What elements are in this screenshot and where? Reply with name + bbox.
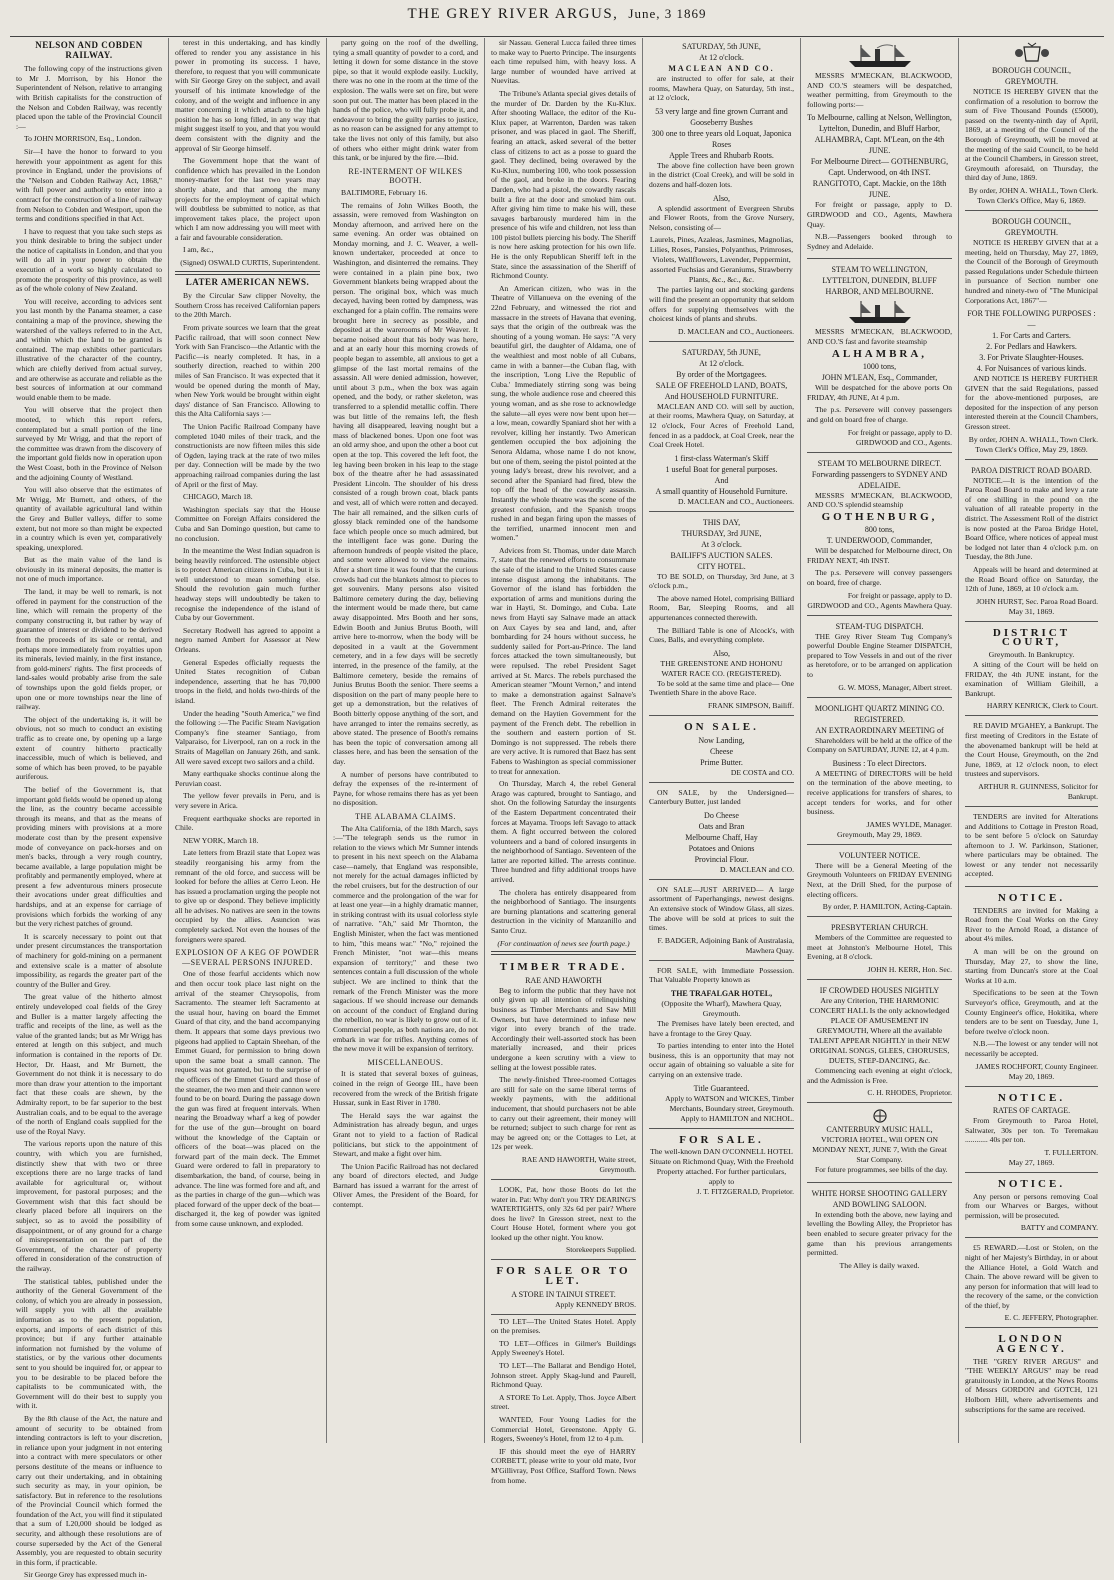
ad-text: N.B.—The lowest or any tender will not necessarily be accepted.	[965, 1039, 1098, 1058]
ad-alhambra	[807, 261, 952, 452]
ad-item: 1 useful Boat for general purposes.	[665, 464, 778, 474]
article-body	[491, 38, 636, 936]
ad-maclean-plants	[649, 38, 794, 342]
ad-text: A sitting of the Court will be held on FRIDAY, the 4th JUNE instant, for the examination of William Gleihill, a Bankrupt.	[965, 659, 1098, 698]
paragraph: The Alta California, of the 18th March, says :—"The telegraph sends us the rumor in relation to the views which Mr Sumner intends to present in his next speech on the Alabama case—namely, that England was responsible, not merely for the actual damages inflicted by the rebel cruisers, but for the destruction of our commerce and the prolongation of the war for at least one year—in a highly dramatic manner, in striking contrast with its usual colorless style of narrative. "Ah," said Mr Thornton, the English Minister, when the fact was mentioned to him, "this means war." "No," rejoined the French Minister, "not war—this means expansion of territory;" and these two sentences contain a full discussion of the whole subject. We are inclined to think that the remark of the French Minister was the more sagacious. If we should increase our demands on account of the conduct of England during the rebellion, no war is likely to grow out of it. Commercial people, as both nations are, do not embark in war for trifles. Anything comes of the new move it will be expansion of territory.	[333, 823, 478, 1054]
ad-title: ON SALE.	[684, 721, 759, 734]
paragraph: But as the main value of the land is obviously in its mineral deposits, the matter is not one of much importance.	[16, 555, 162, 584]
article-body	[175, 38, 320, 255]
newspaper-title: THE GREY RIVER ARGUS,	[407, 6, 619, 22]
ad-district-court	[965, 624, 1098, 717]
ad-text: are instructed to offer for sale, at their rooms, Mawhera Quay, on Saturday, 5th inst., at 12 o'clock,	[649, 74, 794, 103]
ad-text: Members of the Committee are requested to meet at Johnston's Melbourne Hotel, This Evening, at 8 o'clock.	[807, 933, 952, 962]
ad-signature: ARTHUR R. GUINNESS, Solicitor for Bankrupt.	[978, 781, 1098, 801]
ad-item: Oats and Bran	[698, 821, 745, 831]
ad-item: 1. For Carts and Carters.	[992, 331, 1071, 341]
column-6	[800, 38, 958, 1443]
paragraph: The yellow fever prevails in Peru, and is very severe in Arica.	[175, 791, 320, 810]
ad-signature: HARRY KENRICK, Clerk to Court.	[986, 701, 1098, 711]
ad-text: AND NOTICE IS HEREBY FURTHER GIVEN that the said Regulations, passed for the above-mentioned purposes, are deposited for the inspection of any person interested therein at the Council Chambers, Gresson street.	[965, 374, 1098, 432]
article-heading: NELSON AND COBDEN RAILWAY.	[35, 40, 143, 60]
steamship-icon	[845, 43, 915, 69]
article-subheading: MISCELLANEOUS.	[367, 1057, 444, 1067]
ad-subtitle: FOR THE FOLLOWING PURPOSES :—	[967, 309, 1096, 330]
paragraph: party going on the roof of the dwelling, tying a small quantity of powder to a cord, and letting it down for some distance in the stove pipe, so that it would explode easily. Luckily, there was no one in the room at the time of the explosion. The walls were set on fire, but were soon put out. The matter has been placed in the hands of the police, who will fully probe it, and endeavour to bring the guilty parties to justice, as no reason can be assigned for any attempt to take the lives not only of this family, but also of others who either might drink water from this tank, or be injured by the fire.—Ibid.	[333, 38, 478, 163]
ad-signature: JOHN HURST, Sec. Paroa Road Board.	[976, 596, 1098, 606]
ad-bankrupt	[965, 718, 1098, 807]
issue-date: June, 3 1869	[628, 6, 707, 21]
ad-signature: FRANK SIMPSON, Bailiff.	[708, 701, 794, 711]
paragraph: In the meantime the West Indian squadron is being heavily reinforced. The ostensible object is to protect American citizens in Cuba, but it is well understood to mean something else. Should the revolution gain much further headway steps will undoubtedly be taken to recognise the independence of the island of Cuba by our Government.	[175, 546, 320, 623]
ad-text: The newly-finished Three-roomed Cottages are still for sale on the same liberal terms of weekly payments, with the additional inducement, that should purchasers not be able to carry out their agreement, their money will be returned; subject to such charge for rent as may be agreed on; or the Cottages to Let, at 12s per week.	[491, 1075, 636, 1152]
ad-cartage	[965, 1089, 1098, 1173]
paragraph: Secretary Rodwell has agreed to appoint a negro named Ambert for Assessor at New Orleans.	[175, 625, 320, 655]
ad-item-list	[649, 735, 794, 768]
paragraph: Late letters from Brazil state that Lopez was steadily reorganising his army from the remnant of the old force, and success will be looked for before the allies at Cerro Leon. He has issued a proclamation urging the people not to give up or despond. They believe implicitly all he advises. No natives are seen in the towns occupied by the allies. Asuncion was completely sacked. Not even the houses of the foreigners were spared.	[175, 848, 320, 944]
ad-text: To be sold at the same time and place— One Twentieth Share in the above Race.	[649, 678, 794, 698]
ad-date: May 20, 1869.	[1008, 1071, 1055, 1081]
ad-text: Are any Criterion, THE HARMONIC CONCERT HALL Is the only acknowledged PLACE OF AMUSEMENT IN GREYMOUTH, Where all the available TALENT APPEAR NIGHTLY in their NEW ORIGINAL SONGS, GLEES, CHORUSES, DUETS, STEP-DANCING, &c.	[809, 995, 950, 1065]
ad-text: The p.s. Persevere will convey passengers on board, free of charge.	[807, 568, 952, 588]
paragraph: One of those fearful accidents which now and then occur took place last night on the arrival of the steamer Chrysopolis, from Sacramento. The steamer left Sacramento at the usual hour, having on board the Emmet Guard of that city, and the band accompanying them. It appears that some days previous two pigeons had applied to Captain Sheehan, of the Emmet Guard, for permission to bring down upon the same boat a small cannon. The request was not granted, but to the surprise of the officers of the Emmet Guard and those of the steamer, the two men and their cannon were found to be on board. During the passage down the gun was fired at frequent intervals. When nearing the Broadway wharf a keg of powder for the use of the gun—brought on board without the knowledge of the Captain or officers of the boat—was placed on the forward part of the main deck. The Emmet Guard were ordered to fall in preparatory to disembarkation, the band, of course, being in advance. The line was formed fore and aft, and as the parties in charge of the gun—which was placed forward of the upper deck of the boat—discharged it, the keg of powder was ignited from some cause unknown, and exploded.	[175, 969, 320, 1228]
ad-title: IF CROWDED HOUSES NIGHTLY	[819, 985, 940, 995]
ad-date: SATURDAY, 5th JUNE,	[682, 347, 761, 357]
ad-paroa-road-board	[965, 462, 1098, 622]
ad-item: 300 one to three years old Loquat, Japonica Roses	[651, 128, 792, 149]
paragraph: NEW YORK, March 18.	[183, 835, 259, 845]
article-subheading: THE ALABAMA CLAIMS.	[355, 811, 456, 821]
ad-date: Greymouth, May 29, 1869.	[837, 829, 922, 839]
ad-item: Apple Trees and Rhubarb Roots.	[669, 150, 774, 160]
paragraph: The land, it may be well to remark, is not offered in payment for the construction of the line, which will remain the property of the company constructing it, but rather by way of guarantee of interest or dividend to be derived from the proceeds of its sale or rental, and perhaps more immediately from royalties upon its minerals, levied mainly, in the first instance, from gold-miners' rights. The first proceeds of land-sales would probably arise from the sale of townships upon the gold fields proper, or upon one or more townships near the line of railway.	[16, 587, 162, 712]
paragraph: By the 8th clause of the Act, the nature and amount of security to be obtained from intending contractors is left to your discretion, in reliance upon your judgment in not entering into a contract with mere speculators or other persons destitute of the means or influence to carry out their undertaking, and in obtaining such security as may, in your opinion, be satisfactory. But in reference to the resolutions of the Provincial Council which formed the foundation of the Act, you will find it stipulated that a sum of L20,000 should be lodged as security, and although these resolutions are of course superseded by the Act of the General Assembly, you are requested to obtain security in this form, if practicable.	[16, 1413, 162, 1567]
column-5	[642, 38, 800, 1443]
ad-text: Appeals will be heard and determined at the Road Board office on Saturday, the 12th of June, 1869, at 10 o'clock a.m.	[965, 565, 1098, 594]
ad-item: Do Cheese	[704, 810, 739, 820]
small-ad: IF this should meet the eye of HARRY CORBETT, please write to your old mate, Ivor M'Gillivray, Post Office, Stafford Town. News from home.	[491, 1446, 636, 1485]
ad-text: MESSRS M'MECKAN, BLACKWOOD, AND CO.'S fast and favorite steamship	[807, 327, 952, 346]
royal-crest-icon	[1012, 41, 1052, 65]
ad-text: NOTICE IS HEREBY GIVEN that at a meeting, held on Thursday, May 27, 1869, the Council of the Borough of Greymouth passed Regulations under Schedule thirteen in pursuance of Section number one hundred and ninety-two of "The Municipal Corporations Act, 1867"—	[965, 237, 1098, 305]
ad-signature: For freight or passage, apply to D. GIRDWOOD and CO., Agents Mawhera Quay.	[807, 590, 952, 610]
paragraph: The Tribune's Atlanta special gives details of the murder of Dr. Darden by the Ku-Klux. After shooting Wallace, the editor of the Ku-Klux paper, at Warrenton, Darden was taken prisoner, and was placed in gaol. The Sheriff, fearing an attack, asked several of the better class of citizens to act as a posse to guard the gaol. They declined, being overawed by the Ku-Klux, numbering 100, who took possession of the gaol, and broke in the doors. Fearing Darden, who had a pistol, the cowardly rascals built a fire at the door and smoked him out. After giving him time to make his will, these savages barbarously murdered him in the presence of his wife and children, not less than 100 pistol bullets piercing his body. The Sheriff is now here asking protection for his own life. He is the only Republican Sheriff left in the State, since the assassination of the Sheriff of Richmond County.	[491, 88, 636, 281]
ad-text: There will be a General Meeting of the Greymouth Volunteers on FRIDAY EVENING Next, at the Drill Shed, for the purpose of electing officers.	[807, 860, 952, 899]
ad-text: In extending both the above, new laying and levelling the Bowling Alley, the Proprietor has been enabled to secure greater privacy for the game than his previous arrangements permitted.	[807, 1209, 952, 1258]
ad-signature: For freight or passage, apply to D. GIRDWOOD and CO., Agents.	[847, 427, 952, 447]
ad-date: SATURDAY, 5th JUNE,	[682, 42, 761, 51]
ad-text: THE Grey River Steam Tug Company's powerful Double Engine Steamer DISPATCH, prepared to Tow Vessels in and out of the river as heretofore, or to be arranged on application to	[807, 631, 952, 680]
ad-text: The p.s. Persevere will convey passengers and gold on board free of charge.	[807, 405, 952, 424]
ad-firm: RAE AND HAWORTH	[525, 975, 602, 985]
ship-name: ALHAMBRA,	[831, 347, 928, 360]
ad-text: A STORE IN TAINUI STREET.	[511, 1289, 616, 1299]
ship-tonnage: 800 tons,	[864, 525, 895, 535]
ad-text: Specifications to be seen at the Town Surveyor's office, Greymouth, and at the County Engineer's office, Hokitika, where tenders are to be sent on Tuesday, June 1, before twelve o'clock noon.	[965, 988, 1098, 1036]
ad-signature: By order, P. HAMILTON, Acting-Captain.	[822, 902, 952, 912]
ad-item-list	[965, 330, 1098, 374]
paragraph: The Herald says the war against the Administration has already begun, and urges Grant not to yield to a faction of Radical politicians, but stick to the appointment of Stewart, and make a fight over him.	[333, 1110, 478, 1159]
ad-item-list	[649, 810, 794, 865]
ad-steam-tug	[807, 618, 952, 698]
ad-text: THE GREENSTONE AND HOHONU WATER RACE CO. (REGISTERED).	[660, 658, 783, 678]
ad-subtitle: Forwarding passengers to SYDNEY AND ADELAIDE.	[811, 469, 948, 490]
paragraph: The following copy of the instructions given to Mr J. Morrison, by his Honor the Superintendent of Nelson, relative to arranging with British capitalists for the construction of the Nelson and Cobden Railway, was recently placed upon the table of the Provincial Council :—	[16, 64, 162, 131]
ad-signature: JAMES WYLDE, Manager.	[866, 819, 952, 829]
ship-name: GOTHENBURG,	[821, 510, 938, 523]
ad-signature: Storekeepers Supplied.	[565, 1245, 636, 1255]
ad-text: For future programmes, see bills of the day.	[815, 1165, 948, 1175]
ad-presbyterian	[807, 919, 952, 980]
ad-text: The above fine collection have been grown in the district (Coal Creek), and will be sold in dozens and half-dozen lots.	[649, 160, 794, 189]
paragraph: Sir George Grey has expressed much in-	[24, 1570, 148, 1580]
ad-title: DISTRICT COURT,	[992, 626, 1071, 649]
ad-text: ON SALE—JUST ARRIVED— A large assortment of Paperhangings, newest designs. An extensive stock of Window Glass, all sizes. The above will be sold at prices to suit the times.	[649, 884, 794, 933]
ad-item: RANGITOTO, Capt. Mackie, on the 18th JUNE.	[812, 179, 947, 200]
ad-text: MACLEAN AND CO. will sell by auction, at their rooms, Mawhera Quay, on Saturday, at 12 o'clock, Four Acres of Freehold Land, fenced in as a paddock, at Coal Creek, near the Coal Creek Hotel.	[649, 401, 794, 450]
ad-volunteer	[807, 847, 952, 917]
paragraph: The Union Pacific Railroad has not declared any board of directors elected, and Judge Barnard has issued a warrant for the arrest of Oliver Ames, the President of the Board, for contempt.	[333, 1161, 478, 1210]
columns	[10, 38, 1104, 1580]
paragraph: An American citizen, who was in the Theatre of Villanueva on the evening of the 22nd February, and witnessed the riot and massacre in the streets of Havana that evening, says that the origin of the outbreak was the shouting of a young woman. He says: "A very beautiful girl, the daughter of Aldama, one of the wealthiest and most noble of all Cubans, came in with a banner—the Cuban flag, with the inscription, 'Long Live the Republic of Cuba.' Immediately stirring song was being sung, the whole audience rose and cheered this young woman, and as she rose to acknowledge the salute—all eyes were now bent upon her—a low, mean, cowardly Spaniard shot her with a revolver, killing her instantly. Two American gentlemen occupied the box adjoining the Senora Aldama, whose name I do not know, but one of them, seeing the pistol pointed at the young lady's breast, drew his revolver, and a second after the Spaniard had fired, blew the top off the head of the cowardly assassin. Instantly the whole theatre was the scene of the greatest confusion, and the Spanish troops rushed in and began firing upon the masses of the terrified, unarmed innocent men and women."	[491, 283, 636, 543]
ad-signature: J. T. FITZGERALD, Proprietor.	[696, 1187, 794, 1197]
ad-text: Business : To elect Directors.	[832, 758, 927, 768]
ad-text: N.B.—Passengers booked through to Sydney and Adelaide.	[807, 232, 952, 251]
ad-item: Melbourne Chaff, Hay	[685, 832, 758, 842]
continuation-note: (For continuation of news see fourth page.)	[497, 938, 630, 948]
ad-coal-notice	[965, 1175, 1098, 1238]
ad-subtitle: RATES OF CARTAGE.	[992, 1106, 1071, 1116]
ad-title: PAROA DISTRICT ROAD BOARD.	[971, 465, 1092, 475]
ad-text: LOOK, Pat, how those Boots do let the water in. Pat: Why don't you TRY DEARING'S WATERTIGHTS, only 32s 6d per pair? Where does he live? In Gresson street, next to the Court House Hotel, forment where you got looked up the other night. You know.	[491, 1184, 636, 1242]
column-4	[484, 38, 642, 1485]
divider	[175, 271, 320, 275]
paragraph: You will also observe that the estimates of Mr Wrigg, Mr Burnett, and others, of the quantity of available agricultural land within the Grey and Buller valleys, differ to some extent, but not more so than might be expected in a country which is even yet, comparatively speaking, unexplored.	[16, 485, 162, 552]
ad-bailiff-sale	[649, 514, 794, 716]
ad-text: The above named Hotel, comprising Billiard Room, Bar, Sleeping Rooms, and all appurtenances connected therewith.	[649, 593, 794, 623]
ad-signature: D. MACLEAN and CO.	[719, 864, 794, 874]
ad-text: FOR SALE, with Immediate Possession. That Valuable Property known as	[649, 965, 794, 985]
ad-text: From Greymouth to Paroa Hotel, Saltwater, 30s per ton. To Teremakau ............ 40s per ton.	[965, 1116, 1098, 1145]
ad-firm: MACLEAN AND CO.	[668, 64, 775, 73]
ad-item: To Melbourne, calling at Nelson, Wellington, Lyttelton, Dunedin, and Bluff Harbor,	[807, 113, 952, 134]
ad-text: To parties intending to enter into the Hotel business, this is an opportunity that may not occur again of obtaining so valuable a site for carrying on an extensive trade.	[649, 1041, 794, 1079]
ad-white-horse	[807, 1185, 952, 1275]
article-body	[175, 291, 320, 944]
ad-item: 2. For Pedlars and Hawkers.	[986, 342, 1077, 352]
ad-item: 1 first-class Waterman's Skiff	[674, 453, 769, 463]
ad-item-list	[649, 106, 794, 161]
ad-signature: By order, JOHN A. WHALL, Town Clerk.	[968, 185, 1098, 195]
article-body	[333, 1069, 478, 1209]
ad-road-tenders	[965, 889, 1098, 1087]
signature: (Signed) OSWALD CURTIS, Superintendent.	[180, 258, 320, 268]
paragraph: I am, &c.,	[183, 245, 214, 255]
ad-text: THE "GREY RIVER ARGUS" and "THE WEEKLY ARGUS" may be read gratuitously in London, at the News Rooms of Messrs GORDON and GOTCH, 121 Holborn Hill, where advertisements and subscriptions for the same are received.	[965, 1356, 1098, 1414]
paragraph: sir Nassau. General Lucca failed three times to make way to Puerto Principe. The insurgents each time repulsed him, with heavy loss. A large number of wounded have arrived at Nuevitas.	[491, 38, 636, 86]
paragraph: Washington specials say that the House Committee on Foreign Affairs considered the Cuba and San Domingo question, but came to no conclusion.	[175, 504, 320, 543]
ad-text: The parties laying out and stocking gardens will find the present an opportunity that seldom offers for supplying themselves with the choicest kinds of plants and shrubs.	[649, 285, 794, 324]
paragraph: It is scarcely necessary to point out that under present circumstances the transportation of machinery for gold-mining on a permanent and extensive scale is a matter of absolute impossibility, as regards the greater part of the country of the Buller and Grey.	[16, 931, 162, 989]
article-subheading: RE-INTERMENT OF WILKES BOOTH.	[348, 166, 463, 186]
paragraph: By the Circular Saw clipper Novelty, the Southern Cross has received Californian papers to the 20th March.	[175, 291, 320, 320]
ad-text: £5 REWARD.—Lost or Stolen, on the night of her Majesty's Birthday, in or about the Alliance Hotel, a Gold Watch and Chain. The above reward will be given to any person for information that will lead to the recovery of the same, or the conviction of the thief, by	[965, 1243, 1098, 1310]
column-2	[168, 38, 326, 1443]
paragraph: The statistical tables, published under the authority of the General Government of the colony, of which you are already in possession, will supply you with all the available information as to the present population, exports, and imports of each district of this province; but if any further attainable information not furnished by the volume of statistics, or by the various other documents sent to you should be inquired for, or appear to you to be desirable to be placed before the capitalists to be communicated with, the Government will do their best to supply you with it.	[16, 1276, 162, 1411]
ad-signature: Apply KENNEDY BROS.	[555, 1299, 636, 1309]
masthead	[10, 6, 1104, 37]
paragraph: terest in this undertaking, and has kindly offered to render you any assistance in his power in promoting its success. I have, therefore, to request that you will communicate with Sir George Grey on the subject, and avail yourself of his intimate knowledge of the colony, and of the weight and influence in any matter concerning it which attach to the high position he has so long filled, in any way that might suggest itself to you, and that you would deem consistent with the dignity and the approval of Sir George himself.	[175, 38, 320, 153]
ad-signature: DE COSTA and CO.	[730, 767, 794, 777]
royal-crest-icon	[869, 1108, 891, 1124]
small-ad: TO LET—The United States Hotel. Apply on the premises.	[491, 1316, 636, 1336]
ad-title: MOONLIGHT QUARTZ MINING CO. REGISTERED.	[814, 703, 945, 724]
paragraph: It is stated that several boxes of guineas, coined in the reign of George III., have been recovered from the wreck of the British frigate Hussar, sunk in East River in 1780.	[333, 1069, 478, 1108]
ad-item: Cheese	[709, 746, 734, 756]
ad-date: THURSDAY, 3rd JUNE,	[681, 528, 762, 538]
ad-de-costa	[649, 718, 794, 783]
ad-text: MESSRS M'MECKAN, BLACKWOOD, AND CO.'S splendid steamship	[807, 490, 952, 510]
paragraph: The great value of the hitherto almost entirely undeveloped coal fields of the Grey and Buller is a matter largely affecting the traffic and receipts of the line, as well as the value of the granted lands; but as Mr Wrigg has entered at length on this subject, and much information is contained in the reports of Dr. Hector, Dr. Haast, and Mr Burnett, the Government do not think it is necessary to do more than draw your attention to the important fact that these coals are shewn, by the Admiralty report, to be far superior to the best Australian coals, and to be equal to the average of the north of England coals supplied for the use of the Royal Navy.	[16, 992, 162, 1136]
steamship-icon	[845, 299, 915, 325]
ad-title: FOR SALE OR TO LET.	[496, 1265, 631, 1288]
ad-text: The Premises have lately been erected, and have a frontage to the Grey Quay.	[649, 1018, 794, 1038]
small-ad: A STORE To Let. Apply, Thos. Joyce Albert street.	[491, 1392, 636, 1412]
ad-canterbury-butter	[649, 785, 794, 880]
ad-text: MESSRS M'MECKAN, BLACKWOOD, AND CO.'S steamers will be despatched, weather permitting, from Greymouth to the following ports:—	[807, 71, 952, 109]
ad-signature: F. BADGER, Adjoining Bank of Australasia, Mawhera Quay.	[657, 935, 794, 955]
ad-item: 4. For Nuisances of various kinds.	[976, 364, 1087, 374]
small-ad: WANTED, Four Young Ladies for the Commercial Hotel, Greenstone. Apply G. Rogers, Sweeney's Hotel, from 12 to 4 p.m.	[491, 1415, 636, 1444]
ship-tonnage: 1000 tons,	[862, 362, 897, 372]
ad-title: BOROUGH COUNCIL, GREYMOUTH.	[991, 66, 1072, 86]
column-1	[10, 38, 168, 1580]
paragraph: Under the heading "South America," we find the following :—The Pacific Steam Navigation Company's fine steamer Santiago, from Valparaiso, for Liverpool, ran on a rock in the Straits of Magellan on January 26th, and sank. All were saved except two sailors and a child.	[175, 708, 320, 766]
ad-item: Now Landing,	[698, 735, 745, 745]
paragraph: The Union Pacific Railroad Company have completed 1040 miles of their track, and the constructionists are now fifteen miles this side of Ogden, laying track at the rate of two miles per day. Connection will be made by the two approaching railroad companies during the last of April or the first of May.	[175, 421, 320, 489]
ad-title: WHITE HORSE SHOOTING GALLERY AND BOWLING SALOON.	[811, 1188, 948, 1209]
ad-signature: By order, JOHN A. WHALL, Town Clerk.	[968, 434, 1098, 444]
ad-title: CANTERBURY MUSIC HALL,	[826, 1125, 933, 1135]
paragraph: To JOHN MORRISON, Esq., London.	[24, 134, 142, 144]
article-body	[333, 38, 478, 163]
ad-reward	[965, 1240, 1098, 1328]
ad-signature: D. MACLEAN and CO., Auctioneers.	[677, 496, 794, 506]
ad-steamers	[807, 38, 952, 259]
ad-text: By order of the Mortgagees.	[676, 369, 767, 379]
ad-text: NOTICE.—It is the intention of the Paroa Road Board to make and levy a rate of one shilling in the pound on the valuation of all rateable property in the district. The Assessment Roll of the district is now posted at the Paroa Bridge Hotel, Board Office, where notices of appeal must be lodged not later than 4 o'clock p.m. on Tuesday, the 8th June.	[965, 475, 1098, 562]
ad-title: NOTICE.	[997, 1091, 1066, 1104]
ad-text: RE DAVID M'GAHEY, a Bankrupt. The first meeting of Creditors in the Estate of the abovenamed bankrupt will be held at the Court House, Greymouth, on the 2nd June, 1869, at 12 o'clock noon, to elect trustees and supervisors.	[965, 721, 1098, 779]
ad-harmonic-hall	[807, 982, 952, 1103]
ad-boots	[491, 1182, 636, 1261]
ad-text: The Alley is daily waxed.	[839, 1260, 920, 1270]
ad-text: Laurels, Pines, Azaleas, Jasmines, Magnolias, Lilies, Roses, Pansies, Polyanthus, Primroses, Violets, Wallflowers, Lavender, Peppermint, assorted Fuchsias and Geraniums, Strawberry Plants, &c., &c., &c.	[649, 235, 794, 285]
ad-text: TENDERS are invited for Alterations and Additions to Cottage in Preston Road, to be sent before 5 o'clock on Saturday afternoon to J. W. Parkinson, Stationer, where particulars may be obtained. The lowest or any tender not necessarily accepted.	[965, 811, 1098, 879]
ad-text: Shareholders will be held at the office of the Company on SATURDAY, JUNE 12, at 4 p.m.	[807, 735, 952, 755]
paragraph: A number of persons have contributed to defray the expenses of the re-interment of Payne, for whose remains there has as yet been no disposition.	[333, 769, 478, 808]
ad-time: At 12 o'clock.	[699, 53, 744, 62]
ship-commander: T. UNDERWOOD, Commander,	[826, 536, 933, 546]
paragraph: You will observe that the project then mooted, to which this report refers, contemplated but a small portion of the line surveyed by Mr Wrigg, and that the report of the committee was drawn from the discovery of the important gold fields now in operation upon the West Coast, both in the Province of Nelson and the adjoining County of Westland.	[16, 405, 162, 482]
ad-text: Commencing each evening at eight o'clock, and the Admission is Free.	[807, 1065, 952, 1085]
paragraph: CHICAGO, March 18.	[183, 492, 253, 502]
article-subheading: EXPLOSION OF A KEG OF POWDER—SEVERAL PERSONS INJURED.	[175, 948, 320, 967]
paragraph: Frequent earthquake shocks are reported in Chile.	[175, 813, 320, 833]
ad-item: 3. For Private Slaughter-Houses.	[979, 353, 1084, 363]
ad-gothenburg	[807, 455, 952, 616]
ad-title: PRESBYTERIAN CHURCH.	[831, 923, 928, 933]
ad-dan-oconnell	[649, 1131, 794, 1202]
ad-signature: D. MACLEAN and CO., Auctioneers.	[677, 326, 794, 336]
ad-trafalgar-hotel	[649, 963, 794, 1129]
article-body	[333, 824, 478, 1054]
article-body	[333, 188, 478, 808]
ad-item-list	[649, 453, 794, 497]
ad-tenders-cottage	[965, 809, 1098, 887]
paragraph: BALTIMORE, February 16.	[341, 187, 428, 197]
ad-time: At 12 o'clock.	[699, 358, 744, 368]
ad-store-sale	[491, 1262, 636, 1314]
ad-text: For freight or passage, apply to D. GIRDWOOD and CO., Agents, Mawhera Quay.	[807, 200, 952, 229]
ad-title: STEAM TO MELBOURNE DIRECT.	[817, 458, 942, 468]
ad-subtitle: AN EXTRAORDINARY MEETING of	[815, 725, 944, 735]
column-3	[326, 38, 484, 1443]
ad-title: BOROUGH COUNCIL, GREYMOUTH.	[991, 216, 1072, 237]
ad-timber-trade	[491, 958, 636, 1180]
ad-title: NOTICE.	[997, 892, 1066, 905]
column-7	[958, 38, 1104, 1443]
ad-text: The Billiard Table is one of Alcock's, with Cues, Balls, and everything complete.	[649, 625, 794, 645]
ad-title: VOLUNTEER NOTICE.	[838, 850, 921, 860]
paragraph: The object of the undertaking is, it will be obvious, not so much to conduct an existing traffic as to create one, by opening up a large extent of country hitherto practically inaccessible, much of which is believed, and some of which has been proved, to be payable auriferous.	[16, 714, 162, 782]
ad-title: STEAM TO WELLINGTON, LYTTELTON, DUNEDIN, BLUFF HARBOR, AND MELBOURNE.	[822, 265, 937, 297]
ad-date: May 27, 1869.	[1008, 1157, 1055, 1167]
ad-title: FOR SALE.	[679, 1133, 764, 1146]
paragraph: Advices from St. Thomas, under date March 7, state that the renewed efforts to consummate the sale of the island to the United States cause intense disgust among the inhabitants. The Governor of the island has forbidden the exportation of arms and munitions during the war in Hayti, St. Domingo, and Cuba. Late news from Hayti say Salnave made an attack on Aux Cayes by sea and land, and, after bombarding for 24 hours without success, he suddenly sailed for Port-au-Prince. The land forces attacked the town simultaneously, but were repulsed. The rebel President Saget arrived at St. Marcs. The rebels purchased the American steamer "Mount Vernon," and intend to make a demonstration against Salnave's fleet. The French Admiral reiterates the demand on the Haytien Government for the payment of the French debt. The rebellion in the southern and eastern portion of St. Domingo is not suppressed. The rebels there are very active. It is rumored that Baez has sent Fabens to Washington as special commissioner to treat for annexation.	[491, 545, 636, 776]
ad-title: LONDON AGENCY.	[996, 1333, 1067, 1356]
ad-signature: E. C. JEFFERY, Photographer.	[1004, 1313, 1098, 1323]
paragraph: General Espedes officially requests the United States recognition of Cuban independence, asserting that he has 70,000 troops in the field, and holds two-thirds of the island.	[175, 657, 320, 705]
paragraph: I have to request that you take such steps as you think desirable to bring the subject under the notice of capitalists in London, and that you will do all in your power to obtain the execution of a work so highly calculated to promote the prosperity of this province, as well as of the whole colony of New Zealand.	[16, 226, 162, 294]
article-heading: LATER AMERICAN NEWS.	[185, 276, 310, 287]
ad-item: For Melbourne Direct— GOTHENBURG, Capt. Underwood, on 4th INST.	[810, 157, 949, 178]
divider	[491, 951, 636, 955]
ad-text: A splendid assortment of Evergreen Shrubs and Flower Roots, from the Grove Nursery, Nelson, consisting of—	[649, 203, 794, 232]
ad-text: VICTORIA HOTEL, Will OPEN ON MONDAY NEXT, JUNE 7, With the Great Star Company.	[812, 1135, 947, 1165]
paragraph: On Thursday, March 4, the rebel General Arago was captured, brought to Santiago, and shot. On the following Saturday the insurgents of the Eastern Department concentrated their forces at Mayama. Troops left Savago to attack them. A fight occurred between the colored volunteers and a band of colored insurgents in the neighborhood of Santiago. Seventeen of the latter are reported killed. The arrests continue. Three hundred and fifty additional troops have arrived.	[491, 779, 636, 885]
ad-text: Will be despatched for the above ports On FRIDAY, 4th JUNE, At 4 p.m.	[807, 383, 952, 402]
ad-title: CITY HOTEL.	[697, 561, 746, 571]
ad-title: SALE OF FREEHOLD LAND, BOATS, And HOUSEHOLD FURNITURE.	[655, 380, 788, 401]
ad-item: 53 very large and fine grown Currant and Gooseberry Bushes	[655, 106, 788, 127]
ad-signature: RAE AND HAWORTH, Waite street, Greymouth.	[521, 1154, 636, 1174]
ad-signature: JOHN H. KERR, Hon. Sec.	[867, 964, 952, 974]
ad-text: Also,	[712, 648, 731, 658]
paragraph: Many earthquake shocks continue along the Peruvian coast.	[175, 769, 320, 788]
ad-item: ALHAMBRA, Capt. M'Lean, on the 4th JUNE.	[814, 135, 945, 156]
ad-item: Potatoes and Onions	[688, 843, 755, 853]
small-ads	[491, 1317, 636, 1486]
ad-signature: JAMES ROCHFORT, County Engineer.	[975, 1061, 1098, 1071]
ad-item: Provincial Flour.	[694, 854, 749, 864]
paragraph: The remains of John Wilkes Booth, the assassin, were removed from Washington on Monday afternoon, and arrived here on the same evening. An order was obtained on Monday morning, and J. C. Weaver, a well-known undertaker, proceeded at once to Washington, and disinterred the remains. They were contained in a plain pine box, two Government blankets being wrapped about the person. The original box, which was much decayed, having been rotted by dampness, was exchanged for a plain coffin. The remains were brought here in secrecy as possible, and deposited at the warerooms of Mr Weaver. It became noised about that his body was here, and at an early hour this morning crowds of people began to assemble, all anxious to get a glimpse of the last mortal remains of the assassin. All were denied admission, however, until about 3 p.m., when the box was again opened, and the body, or rather skeleton, was transferred to a splendid metallic coffin. There was but little of the remains left, the flesh having all disappeared, leaving nought but a mass of blackened bones. Upon one foot was an old army shoe, and upon the other a boot cut open at the top. This covered the left foot, the leg having been broken in his leap to the stage box of the theatre after he had assassinated President Lincoln. The shoulder of his dress consisted of a rough brown coat, black pants and vest, all of which were rotten and decayed. The hair all remained, and the silken curls of glossy black reminded one of the handsome face which people once so much admired, but the intelligent face was gone. During the afternoon hundreds of people visited the place, and some were allowed to view the remains. After a short time it was found that the curious crowds had cut the blankets almost to pieces to get souvenirs. Many persons also visited Baltimore cemetery during the day, believing the interment would be made there, but came away disappointed. Mrs Booth and her sons, Edwin Booth and Junius Brutus Booth, will arrive here to-morrow, when the body will be deposited in a vault at the Government cemetery, and in a few days will be secretly interred, in the presence of the family, at the Baltimore cemetery, beside the remains of Junius Brutus Booth the senior. There seems a disposition on the part of many people here to get up a demonstration, but the relatives of Booth bitterly oppose anything of the sort, and have arranged to inter the remains secretly, as above stated. The presence of Booth's remains has been the topic of conversation among all classes here, and has been the sensation of the day.	[333, 200, 478, 766]
ad-canterbury-music-hall	[807, 1105, 952, 1183]
ad-borough-regulations	[965, 213, 1098, 460]
ad-signature: Apply to HAMILTON and NICHOL.	[680, 1113, 794, 1123]
ad-title: TIMBER TRADE.	[499, 961, 628, 974]
ad-item-list	[807, 112, 952, 200]
ship-commander: JOHN M'LEAN, Esq., Commander,	[821, 373, 938, 383]
paragraph: Sir—I have the honor to forward to you herewith your appointment as agent for this province in England, under the provisions of the "Nelson and Cobden Railway Act, 1868," with full power and authority to enter into a contract for the construction of a line of railway from Nelson to Cobden and Westport, upon the terms and conditions specified in that Act.	[16, 146, 162, 224]
ad-borough-loan	[965, 38, 1098, 211]
ad-signature: C. H. RHODES, Proprietor.	[867, 1088, 952, 1098]
article-body	[16, 64, 162, 1580]
ad-text: TO BE SOLD, on Thursday, 3rd June, at 3 o'clock p.m.,	[649, 571, 794, 591]
ad-date: Town Clerk's Office, May 6, 1869.	[977, 195, 1086, 205]
small-ad: TO LET—Offices in Gilmer's Buildings Apply Sweeney's Hotel.	[491, 1338, 636, 1358]
ad-item: Prime Butter.	[700, 757, 743, 767]
ad-text: Also,	[712, 193, 731, 203]
ad-item: A small quantity of Household Furniture.	[655, 486, 788, 496]
ad-signature: Apply to WATSON and WICKES, Timber Merchants, Boundary street, Greymouth.	[665, 1093, 794, 1113]
ad-text: (Opposite the Wharf), Mawhera Quay, Greymouth.	[661, 998, 782, 1018]
ad-text: TENDERS are invited for Making a Road from the Coal Works on the Grey River to the Arnold Road, a distance of about 4¼ miles.	[965, 905, 1098, 944]
ad-title: STEAM-TUG DISPATCH.	[835, 621, 924, 631]
ad-date: THIS DAY,	[702, 517, 741, 527]
ad-signature: G. W. MOSS, Manager, Albert street.	[838, 682, 952, 692]
ad-text: Beg to inform the public that they have not only given up all intention of relinquishing business as Timber Merchants and Saw Mill Owners, but have determined to infuse new vigor into every branch of the trade. Accordingly their well-assorted stock has been materially increased, and their prices undergone a keen scrutiny with a view to selling at the lowest possible rates.	[491, 985, 636, 1072]
ad-text: A man will be on the ground on Thursday, May 27, to show the line, starting from Duncan's store at the Coal Works at 10 a.m.	[965, 947, 1098, 985]
paragraph: The belief of the Government is, that important gold fields would be opened up along the line, as the country became accessible through its means, and that as the means of providing miners with provisions at a more moderate cost than by the present expensive mode of conveyance on pack-horses and on men's backs, through a very rough country, became available, a large population might be profitably and permanently employed, where at present a few adventurous miners prosecute their avocations under great difficulties and hardships, and at an expense for carriage of provisions which forbids the working of any but the very richest patches of ground.	[16, 784, 162, 929]
article-body	[175, 969, 320, 1228]
ad-text: NOTICE IS HEREBY GIVEN that the confirmation of a resolution to borrow the sum of Five Thousand Pounds (£5000), passed on the twenty-ninth day of April, 1869, at a meeting of the Council of the Borough of Greymouth, will be moved at the meeting of the said Council, to be held at the Council Chambers, in Gresson street, Greymouth aforesaid, on Thursday, the third day of June, 1869.	[965, 87, 1098, 183]
ad-time: At 3 o'clock.	[701, 539, 742, 549]
paragraph: The Government hope that the want of confidence which has prevailed in the London money-market for the last two years may shortly abate, and that among the many projects for the employment of capital which will doubtless be submitted to notice, as that improvement takes place, the project upon which I am now addressing you will meet with a fair and favourable consideration.	[175, 156, 320, 242]
ad-text: Any person or persons removing Coal from our Wharves or Barges, without permission, will be prosecuted.	[965, 1191, 1098, 1220]
paragraph: The various reports upon the nature of this country, with which you are furnished, distinctly shew that with two or three exceptions there are no large tracks of land available for agricultural or, without improvement, for pastoral purposes; and the Government wish that this fact should be clearly placed before all inquirers on the subject, so as to avoid the possibility of disappointment, or of any ground for a charge of misrepresentation on the part of the Government, of the character of property offered in consideration of the construction of the railway.	[16, 1139, 162, 1274]
ad-paperhangings	[649, 882, 794, 961]
ad-text: ON SALE, by the Undersigned— Canterbury Butter, just landed	[649, 787, 794, 807]
ad-title: THE TRAFALGAR HOTEL,	[670, 988, 773, 998]
ad-signature: T. FULLERTON.	[1044, 1147, 1098, 1157]
ad-text: Will be despatched for Melbourne direct, On FRIDAY NEXT, 4th INST.	[807, 546, 952, 565]
ad-item: And	[714, 475, 729, 485]
paragraph: The cholera has entirely disappeared from the neighborhood of Santiago. The insurgents are burning plantations and scattering general destruction in the vicinity of Manzanillo and Santo Cruz.	[491, 887, 636, 936]
ad-signature: BATTY and COMPANY.	[1020, 1223, 1098, 1233]
ad-text: A MEETING of DIRECTORS will be held on the termination of the above meeting, to receive applications for transfers of shares, to accept tenders for works, and for other business.	[807, 768, 952, 817]
small-ad: TO LET—The Ballarat and Bendigo Hotel, Johnson street. Apply Skag-lund and Paurell, Richmond Quay.	[491, 1361, 636, 1390]
paragraph: You will receive, according to advices sent you last month by the Panama steamer, a case containing a map of the province, shewing the watershed of the valleys referred to in the Act, and within which the land to be granted is contained. The map exhibits other particulars illustrative of the character of the country, which are chiefly derived from actual survey, and are otherwise as accurate and reliable as the best sources of information at our command would enable them to be made.	[16, 296, 162, 402]
ad-maclean-land	[649, 344, 794, 512]
ad-date: May 31, 1869.	[1008, 606, 1055, 616]
ad-london-agency	[965, 1330, 1098, 1421]
paragraph: From private sources we learn that the great Pacific railroad, that will soon connect New York with San Francisco—the Atlantic with the Pacific—is nearly completed. It has, in a southerly direction, reached to within 200 miles of San Francisco. It was expected that it would be opened during the month of May, when New York would be brought within eight days' distance of San Francisco. Allowing to this the Alta California says :—	[175, 323, 320, 419]
ad-title: BAILIFF'S AUCTION SALES.	[670, 550, 773, 560]
ad-subtitle: Greymouth. In Bankruptcy.	[988, 649, 1075, 659]
ad-text: The well-known DAN O'CONNELL HOTEL Situate on Richmond Quay, With the Freehold Property attached. For further particulars, apply to	[649, 1147, 794, 1187]
ad-text: Title Guaranteed.	[693, 1083, 750, 1093]
ad-date: Town Clerk's Office, May 29, 1869.	[975, 444, 1088, 454]
ad-moonlight-quartz	[807, 700, 952, 845]
ad-title: NOTICE.	[997, 1177, 1066, 1190]
